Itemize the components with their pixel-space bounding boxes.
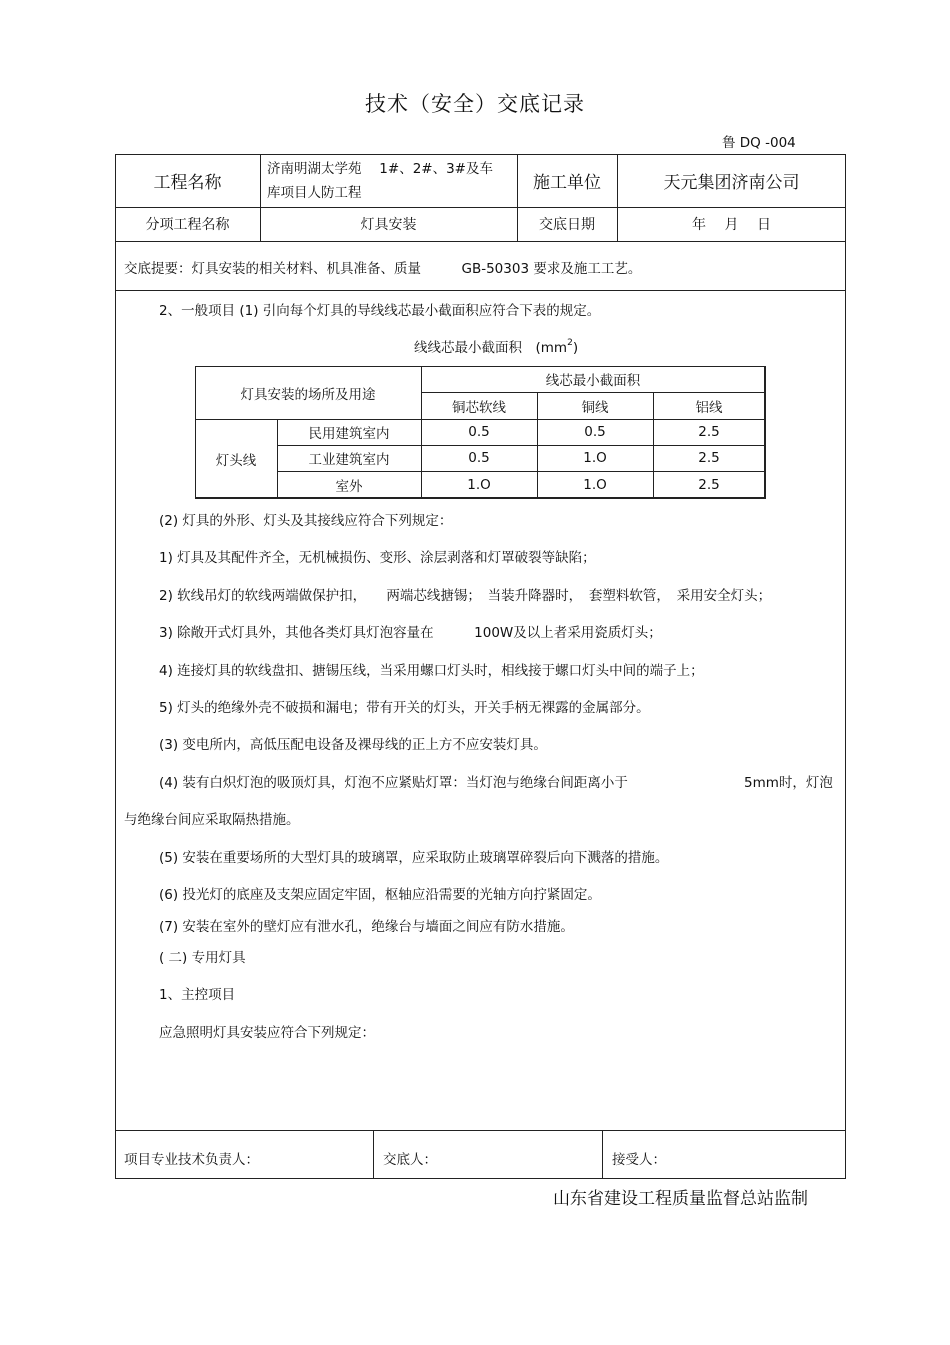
project-name-line1: 济南明湖太学苑 1#、2#、3#及车 [267, 161, 493, 177]
paragraph: (6) 投光灯的底座及支架应固定牢固，枢轴应沿需要的光轴方向拧紧固定。 [159, 887, 601, 903]
signature-handover-person: 交底人： [383, 1152, 437, 1168]
sub-project-value: 灯具安装 [360, 217, 417, 233]
summary-text: 交底提要：灯具安装的相关材料、机具准备、质量 GB-50303 要求及施工工艺。 [124, 261, 642, 277]
paragraph: (5) 安装在重要场所的大型灯具的玻璃罩，应采取防止玻璃罩碎裂后向下溅落的措施。 [159, 850, 669, 866]
paragraph: 与绝缘台间应采取隔热措施。 [124, 812, 300, 828]
paragraph: (3) 变电所内，高低压配电设备及裸母线的正上方不应安装灯具。 [159, 737, 547, 753]
handover-date-label: 交底日期 [539, 217, 595, 233]
paragraph: (2) 灯具的外形、灯头及其接线应符合下列规定： [159, 513, 453, 529]
construction-unit-value: 天元集团济南公司 [663, 173, 800, 193]
row-divider [115, 290, 846, 291]
table-subheader: 铜线 [581, 399, 609, 416]
paragraph: 应急照明灯具安装应符合下列规定： [159, 1025, 375, 1041]
table-cell: 1.O [583, 450, 607, 466]
table-caption-text: 线线芯最小截面积 (mm [414, 340, 568, 356]
table-row-place: 民用建筑室内 [308, 426, 390, 442]
table-cell: 0.5 [468, 424, 490, 440]
table-cell: 1.O [467, 476, 491, 493]
project-name-label: 工程名称 [153, 173, 222, 193]
table-cell: 0.5 [468, 450, 490, 466]
paragraph: (7) 安装在室外的壁灯应有泄水孔，绝缘台与墙面之间应有防水措施。 [159, 919, 574, 935]
table-caption-sup: 2 [567, 337, 573, 348]
paragraph: 5) 灯头的绝缘外壳不破损和漏电；带有开关的灯头，开关手柄无裸露的金属部分。 [159, 700, 650, 716]
table-caption-end: ) [572, 340, 579, 356]
col-divider [373, 1130, 374, 1179]
section-heading: 1、主控项目 [159, 987, 236, 1003]
table-cell: 2.5 [698, 450, 720, 466]
signature-receiver: 接受人： [612, 1152, 666, 1168]
signature-tech-lead: 项目专业技术负责人： [124, 1152, 259, 1168]
table-group-label: 灯头线 [215, 452, 257, 469]
sub-project-label: 分项工程名称 [145, 217, 230, 233]
paragraph: 3) 除敞开式灯具外，其他各类灯具灯泡容量在 100W及以上者采用瓷质灯头； [159, 625, 662, 641]
project-name-line2: 库项目人防工程 [267, 185, 362, 201]
construction-unit-label: 施工单位 [533, 173, 601, 193]
handover-date-value: 年 月 日 [692, 217, 771, 233]
form-code: 鲁 DQ -004 [722, 135, 796, 151]
paragraph: (4) 装有白炽灯泡的吸顶灯具，灯泡不应紧贴灯罩：当灯泡与绝缘台间距离小于 [159, 775, 628, 791]
table-cell: 2.5 [698, 476, 720, 493]
paragraph: 5mm时，灯泡 [744, 775, 833, 791]
table-subheader: 铝线 [695, 399, 723, 416]
paragraph: 1) 灯具及其配件齐全，无机械损伤、变形、涂层剥落和灯罩破裂等缺陷； [159, 550, 596, 566]
table-row-place: 室外 [335, 478, 363, 495]
table-caption [414, 336, 578, 356]
section-heading: ( 二) 专用灯具 [159, 950, 246, 966]
table-cell: 2.5 [698, 424, 720, 440]
table-cell: 1.O [583, 476, 607, 493]
table-header-place: 灯具安装的场所及用途 [240, 386, 376, 403]
col-divider [602, 1130, 603, 1179]
row-divider [115, 1130, 846, 1131]
intro-paragraph: 2、一般项目 (1) 引向每个灯具的导线线芯最小截面积应符合下表的规定。 [159, 303, 601, 319]
table-row-place: 工业建筑室内 [308, 452, 390, 468]
paragraph: 2) 软线吊灯的软线两端做保护扣， 两端芯线搪锡； 当装升降器时， 套塑料软管， 采用安全灯头； [159, 588, 772, 604]
table-header-min-area: 线芯最小截面积 [545, 373, 641, 389]
table-subheader: 铜芯软线 [452, 399, 506, 416]
footer-note: 山东省建设工程质量监督总站监制 [553, 1189, 808, 1209]
row-divider [115, 241, 846, 242]
page-title: 技术（安全）交底记录 [365, 92, 585, 116]
table-cell: 0.5 [584, 424, 606, 440]
paragraph: 4) 连接灯具的软线盘扣、搪锡压线，当采用螺口灯头时，相线接于螺口灯头中间的端子上； [159, 663, 704, 679]
